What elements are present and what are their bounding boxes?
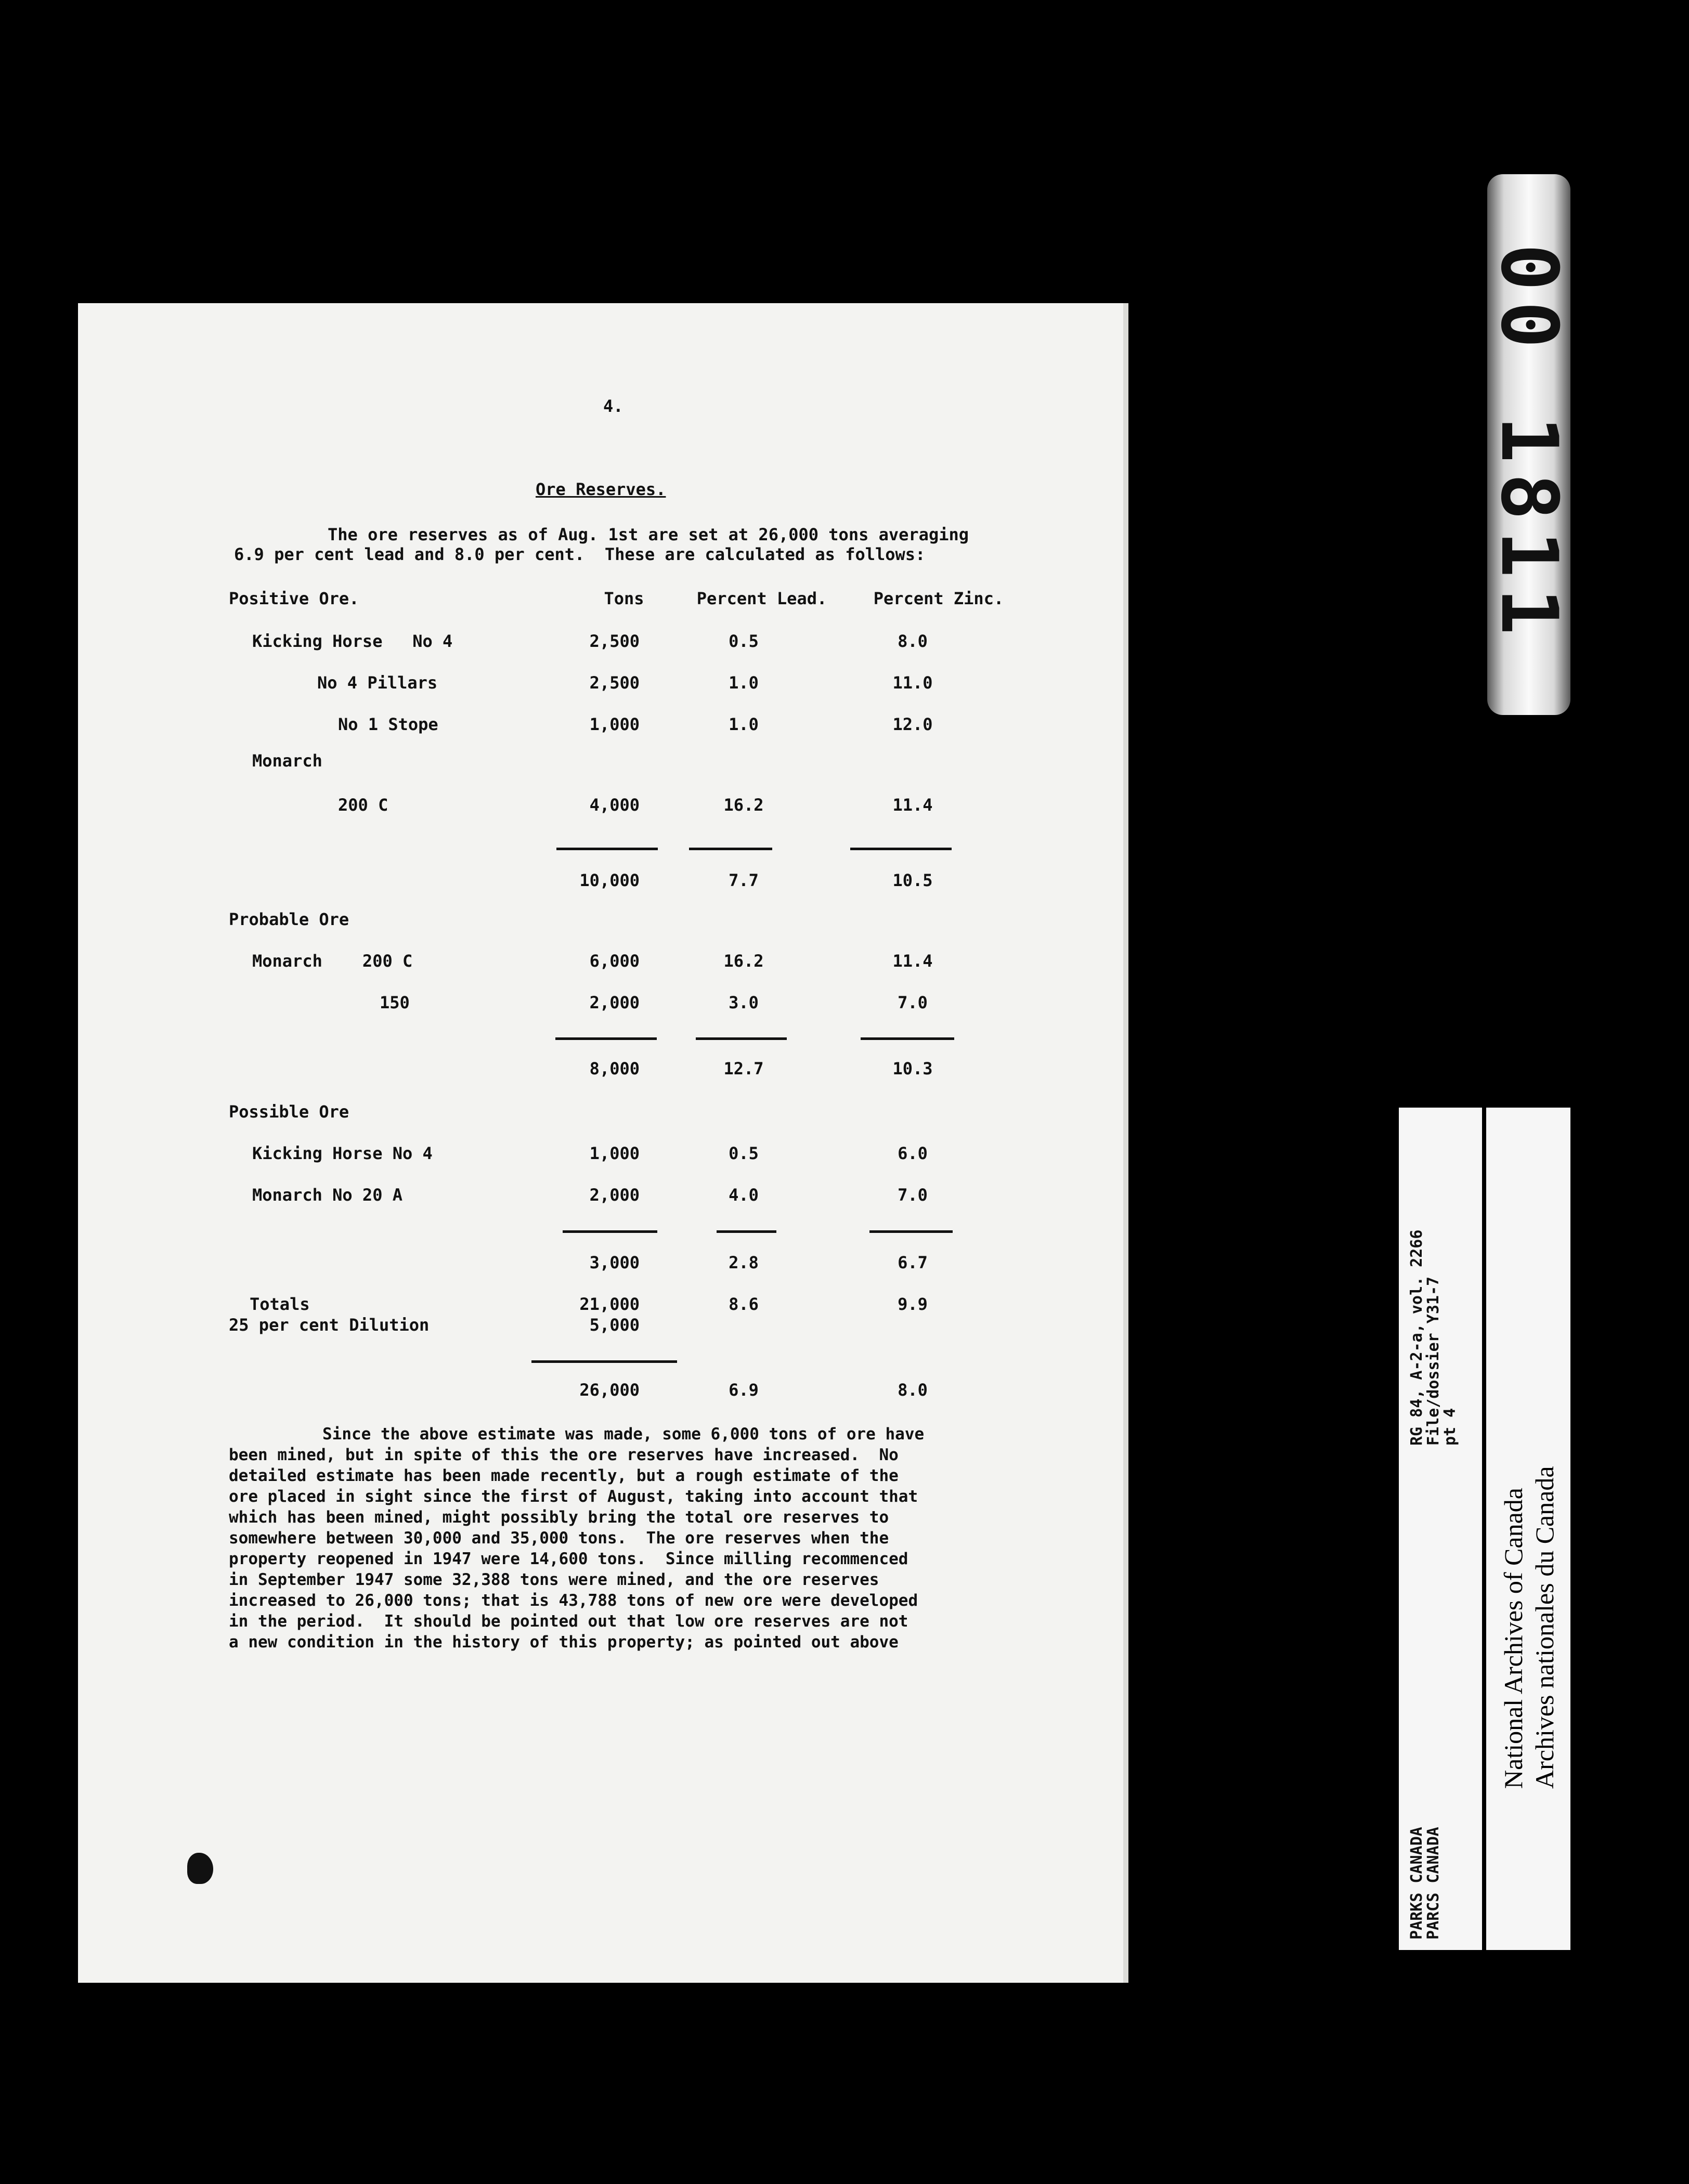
document-page <box>78 303 1128 1983</box>
label-divider <box>1482 1108 1486 1950</box>
row-zinc: 8.0 <box>898 631 928 651</box>
row-label: Kicking Horse No 4 <box>252 1143 433 1163</box>
totals-zinc: 9.9 <box>898 1294 928 1314</box>
paragraph-line: property reopened in 1947 were 14,600 tons. Since milling recommenced <box>229 1550 908 1568</box>
row-tons: 1,000 <box>589 714 640 734</box>
subtotal-tons: 3,000 <box>589 1253 640 1272</box>
col-tons-header: Tons <box>604 589 644 608</box>
paragraph-line: increased to 26,000 tons; that is 43,788 tons of new ore were developed <box>229 1591 918 1610</box>
probable-ore-heading: Probable Ore <box>229 909 349 929</box>
row-tons: 2,500 <box>589 673 640 693</box>
row-tons: 4,000 <box>589 795 640 815</box>
row-lead: 0.5 <box>729 1143 759 1163</box>
row-tons: 6,000 <box>589 951 640 971</box>
dilution-label: 25 per cent Dilution <box>229 1315 430 1335</box>
agency-line: PARKS CANADA <box>1408 1827 1426 1940</box>
row-zinc: 7.0 <box>898 993 928 1012</box>
subtotal-tons: 8,000 <box>589 1059 640 1078</box>
subtotal-zinc: 6.7 <box>898 1253 928 1272</box>
paragraph-line: somewhere between 30,000 and 35,000 tons. The ore reserves when the <box>229 1529 889 1548</box>
archive-label <box>1399 1108 1570 1950</box>
subtotal-rule-lead <box>717 1230 776 1233</box>
dilution-tons: 5,000 <box>589 1315 640 1335</box>
row-tons: 2,500 <box>589 631 640 651</box>
row-lead: 1.0 <box>729 714 759 734</box>
totals-tons: 21,000 <box>579 1294 640 1314</box>
row-tons: 2,000 <box>589 993 640 1012</box>
paragraph-line: Since the above estimate was made, some 6,000 tons of ore have <box>322 1425 925 1444</box>
row-zinc: 11.4 <box>892 951 933 971</box>
row-lead: 3.0 <box>729 993 759 1012</box>
row-label: No 4 Pillars <box>317 673 438 693</box>
archive-reference-line: File/dossier Y31-7 <box>1424 1276 1443 1446</box>
subtotal-rule-tons <box>556 848 658 850</box>
subtotal-rule-tons <box>563 1230 657 1233</box>
row-label: No 1 Stope <box>338 714 438 734</box>
grand-total-lead: 6.9 <box>729 1380 759 1400</box>
col-lead-header: Percent Lead. <box>696 589 827 608</box>
row-label: Monarch No 20 A <box>252 1185 402 1205</box>
paragraph-line: a new condition in the history of this property; as pointed out above <box>229 1633 899 1652</box>
row-zinc: 11.4 <box>892 795 933 815</box>
frame-counter <box>1484 174 1574 715</box>
subtotal-rule-zinc <box>850 848 952 850</box>
positive-ore-heading: Positive Ore. <box>229 589 359 608</box>
row-label: Kicking Horse No 4 <box>252 631 453 651</box>
row-zinc: 12.0 <box>892 714 933 734</box>
row-label: 200 C <box>338 795 388 815</box>
page-number: 4. <box>603 396 623 416</box>
grand-total-tons: 26,000 <box>579 1380 640 1400</box>
possible-ore-heading: Possible Ore <box>229 1102 349 1122</box>
intro-line-1: The ore reserves as of Aug. 1st are set at 26,000 tons averaging <box>328 525 969 544</box>
row-lead: 1.0 <box>729 673 759 693</box>
subtotal-lead: 12.7 <box>723 1059 764 1078</box>
paragraph-line: detailed estimate has been made recently, but a rough estimate of the <box>229 1466 899 1485</box>
archive-reference-line: RG 84, A-2-a, vol. 2266 <box>1408 1229 1426 1446</box>
subtotal-lead: 7.7 <box>729 870 759 890</box>
subtotal-rule-lead <box>689 848 772 850</box>
subtotal-rule-tons <box>555 1037 657 1040</box>
paragraph-line: been mined, but in spite of this the ore reserves have increased. No <box>229 1446 899 1464</box>
row-lead: 0.5 <box>729 631 759 651</box>
row-lead: 4.0 <box>729 1185 759 1205</box>
row-zinc: 6.0 <box>898 1143 928 1163</box>
subtotal-zinc: 10.3 <box>892 1059 933 1078</box>
archive-name-line: Archives nationales du Canada <box>1530 1466 1559 1789</box>
grand-total-zinc: 8.0 <box>898 1380 928 1400</box>
subtotal-lead: 2.8 <box>729 1253 759 1272</box>
col-zinc-header: Percent Zinc. <box>873 589 1004 608</box>
closing-paragraph <box>229 1424 1113 1653</box>
intro-line-2: 6.9 per cent lead and 8.0 per cent. These are calculated as follows: <box>234 544 926 564</box>
subtotal-rule-zinc <box>869 1230 953 1233</box>
row-tons: 1,000 <box>589 1143 640 1163</box>
paragraph-line: ore placed in sight since the first of August, taking into account that <box>229 1487 918 1506</box>
row-lead: 16.2 <box>723 951 764 971</box>
row-label: Monarch <box>252 751 322 771</box>
ink-blot <box>187 1853 213 1884</box>
paragraph-line: in September 1947 some 32,388 tons were mined, and the ore reserves <box>229 1570 879 1589</box>
subtotal-rule-lead <box>696 1037 787 1040</box>
row-lead: 16.2 <box>723 795 764 815</box>
grand-total-rule <box>531 1360 677 1363</box>
row-label: 150 <box>380 993 410 1012</box>
archive-name-line: National Archives of Canada <box>1499 1488 1528 1789</box>
agency-line: PARCS CANADA <box>1424 1827 1443 1940</box>
row-zinc: 11.0 <box>892 673 933 693</box>
section-title: Ore Reserves. <box>536 479 666 499</box>
archive-reference-line: pt 4 <box>1441 1408 1459 1446</box>
frame-counter-text: 00 1811 <box>1484 243 1574 646</box>
totals-label: Totals <box>250 1294 310 1314</box>
subtotal-tons: 10,000 <box>579 870 640 890</box>
subtotal-rule-zinc <box>861 1037 954 1040</box>
paragraph-line: in the period. It should be pointed out that low ore reserves are not <box>229 1612 908 1631</box>
subtotal-zinc: 10.5 <box>892 870 933 890</box>
totals-lead: 8.6 <box>729 1294 759 1314</box>
paragraph-line: which has been mined, might possibly bring the total ore reserves to <box>229 1508 889 1527</box>
row-zinc: 7.0 <box>898 1185 928 1205</box>
row-label: Monarch 200 C <box>252 951 413 971</box>
row-tons: 2,000 <box>589 1185 640 1205</box>
